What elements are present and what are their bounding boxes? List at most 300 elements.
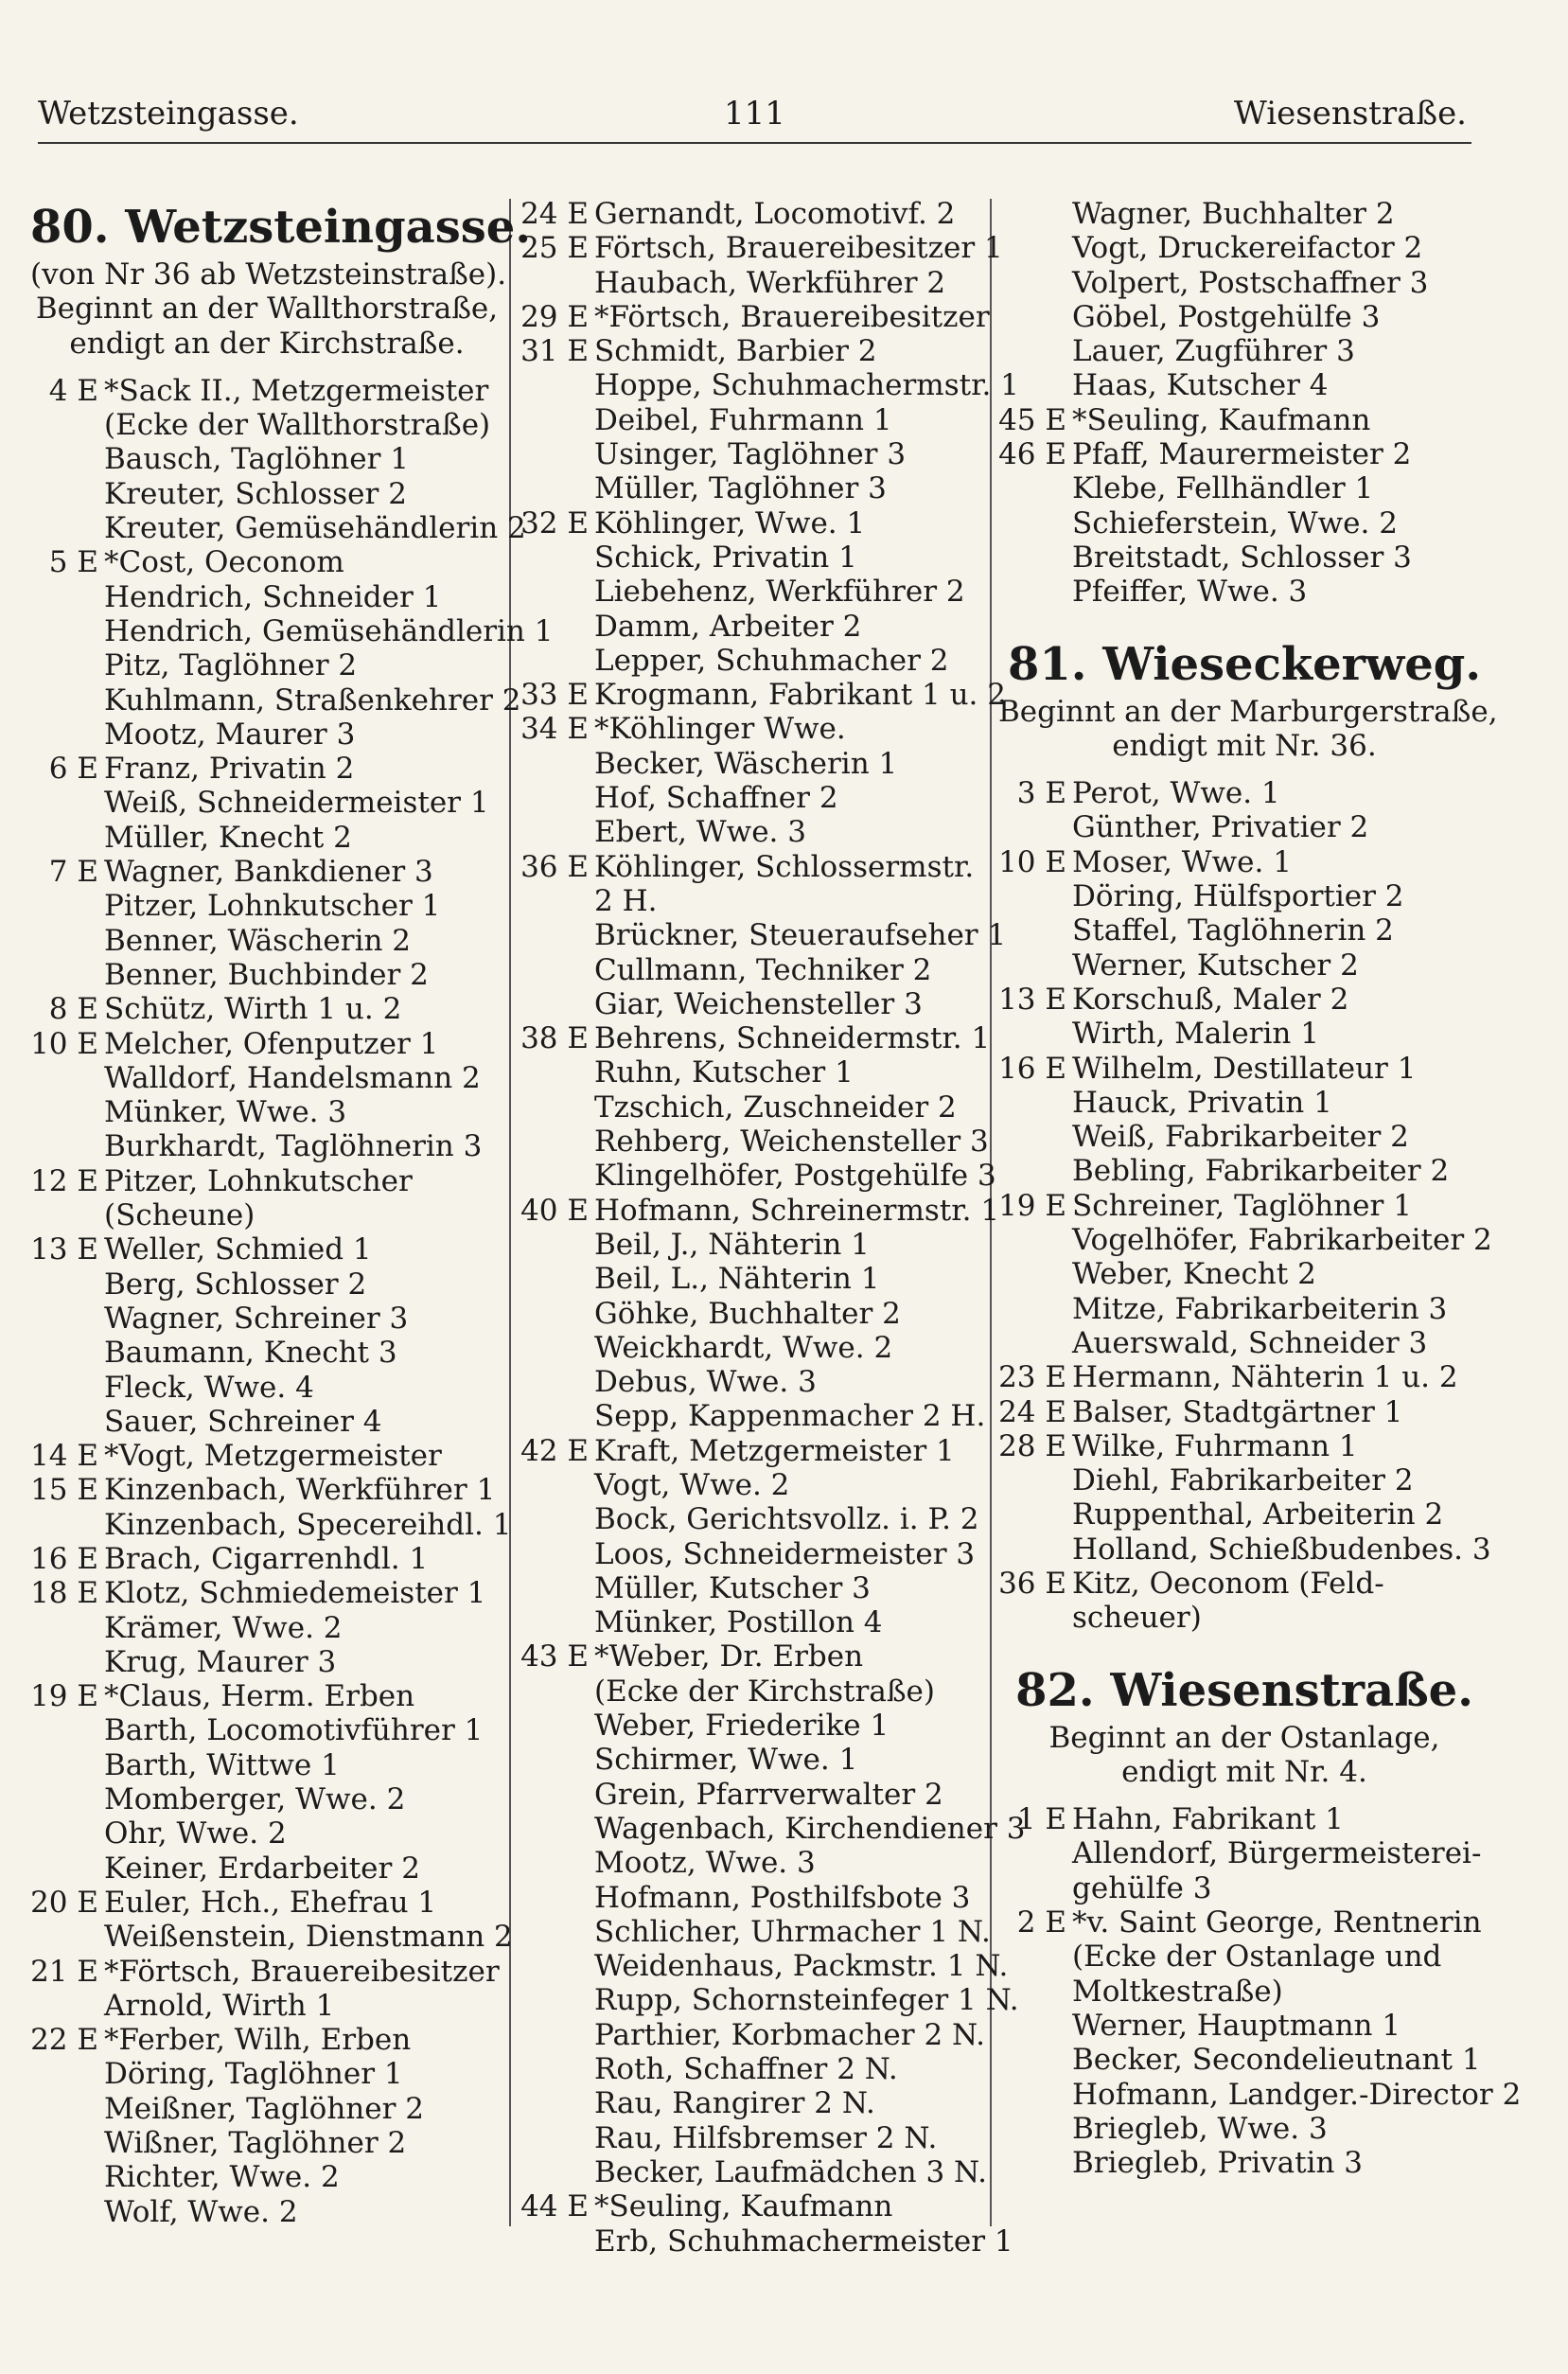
house-number: 12 E [30, 1163, 98, 1198]
list-item [30, 1955, 503, 1989]
list-item [998, 1154, 1490, 1188]
house-number: 23 E [998, 1360, 1066, 1395]
resident-text: Meißner, Taglöhner 2 [104, 2091, 424, 2126]
list-item [30, 613, 554, 648]
resident-text: Berg, Schlosser 2 [104, 1267, 367, 1302]
section-heading-82: 82. Wiesenstraße. [1015, 1663, 1473, 1717]
list-item [30, 2023, 503, 2057]
resident-text: Liebehenz, Werkführer 2 [594, 575, 965, 610]
entry-list [520, 197, 1026, 2259]
list-item [520, 1949, 1009, 1984]
resident-text: Müller, Kutscher 3 [594, 1570, 871, 1605]
list-item [520, 1778, 994, 1812]
resident-text: Bock, Gerichtsvollz. i. P. 2 [594, 1502, 979, 1537]
resident-text: Korschuß, Maler 2 [1072, 982, 1349, 1017]
resident-text: Lepper, Schuhmacher 2 [594, 643, 949, 678]
list-item [520, 1674, 994, 1709]
resident-text: Mitze, Fabrikarbeiterin 3 [1072, 1291, 1448, 1326]
list-item [520, 1055, 994, 1090]
list-item [30, 1542, 503, 1576]
list-item [30, 682, 521, 718]
resident-text: Köhlinger, Wwe. 1 [594, 505, 866, 540]
resident-text: Ohr, Wwe. 2 [104, 1816, 287, 1851]
house-number: 16 E [30, 1541, 98, 1576]
resident-text: scheuer) [1072, 1601, 1202, 1636]
resident-text: Wolf, Wwe. 2 [104, 2194, 298, 2229]
resident-text: Pitzer, Lohnkutscher 1 [104, 889, 441, 924]
list-item [520, 231, 1003, 266]
resident-text: Rau, Hilfsbremser 2 N. [594, 2120, 938, 2155]
resident-text: Wagner, Schreiner 3 [104, 1301, 409, 1336]
house-number: 16 E [998, 1051, 1066, 1086]
house-number: 29 E [520, 299, 589, 334]
resident-text: Diehl, Fabrikarbeiter 2 [1072, 1463, 1414, 1498]
list-item [520, 1468, 994, 1502]
list-item [520, 953, 994, 987]
resident-text: Damm, Arbeiter 2 [594, 609, 862, 644]
list-item [998, 1429, 1490, 1463]
resident-text: Mootz, Wwe. 3 [594, 1846, 816, 1881]
list-item [30, 374, 503, 408]
list-item [30, 1061, 503, 1095]
list-item [30, 1748, 503, 1782]
resident-text: Hofmann, Schreinermstr. 1 [594, 1193, 1000, 1228]
page-number: 111 [724, 95, 785, 133]
list-item [520, 1811, 1026, 1846]
list-item [520, 781, 994, 815]
resident-text: *v. Saint George, Rentnerin [1072, 1905, 1482, 1940]
resident-text: Balser, Stadtgärtner 1 [1072, 1394, 1403, 1429]
resident-text: Keiner, Erdarbeiter 2 [104, 1851, 420, 1886]
house-number: 25 E [520, 231, 589, 266]
resident-text: Göbel, Postgehülfe 3 [1072, 299, 1381, 334]
resident-text: Döring, Hülfsportier 2 [1072, 879, 1404, 914]
resident-text: Fleck, Wwe. 4 [104, 1370, 314, 1405]
list-item [520, 644, 994, 678]
list-item [30, 1920, 513, 1955]
resident-text: Allendorf, Bürgermeisterei- [1072, 1836, 1482, 1871]
list-item [520, 1571, 994, 1605]
resident-text: Werner, Hauptmann 1 [1072, 2008, 1401, 2043]
resident-text: (Ecke der Ostanlage und [1072, 1940, 1442, 1975]
resident-text: *Vogt, Metzgermeister [104, 1439, 442, 1474]
resident-text: gehülfe 3 [1072, 1870, 1212, 1905]
list-item [998, 1463, 1490, 1497]
section-note: endigt mit Nr. 4. [1121, 1754, 1367, 1789]
list-item [998, 1017, 1490, 1051]
list-item [520, 506, 994, 540]
resident-text: Wirth, Malerin 1 [1072, 1017, 1319, 1052]
list-item [30, 1886, 503, 1920]
list-item [998, 1360, 1490, 1394]
list-item [30, 1611, 503, 1645]
list-item [30, 1439, 503, 1473]
list-item [520, 815, 994, 849]
resident-text: Debus, Wwe. 3 [594, 1365, 817, 1400]
resident-text: *Sack II., Metzgermeister [104, 373, 489, 408]
resident-text: Hof, Schaffner 2 [594, 781, 838, 816]
resident-text: Kreuter, Gemüsehändlerin 2 [104, 511, 526, 546]
resident-text: Schick, Privatin 1 [594, 540, 857, 575]
list-item [30, 1232, 503, 1267]
list-item [520, 2223, 1013, 2259]
list-item [998, 2077, 1522, 2112]
list-item [998, 1223, 1490, 1257]
resident-text: *Seuling, Kaufmann [594, 2189, 893, 2224]
list-item [520, 918, 1007, 953]
list-item [520, 197, 994, 231]
list-item [520, 1125, 994, 1159]
resident-text: Kinzenbach, Werkführer 1 [104, 1473, 496, 1508]
resident-text: (Ecke der Wallthorstraße) [104, 408, 491, 443]
list-item [520, 2189, 994, 2223]
resident-text: Klingelhöfer, Postgehülfe 3 [594, 1159, 996, 1194]
resident-text: Beil, J., Nähterin 1 [594, 1227, 870, 1262]
resident-text: Moser, Wwe. 1 [1072, 844, 1292, 879]
resident-text: Kinzenbach, Specereihdl. 1 [104, 1507, 512, 1542]
resident-text: Förtsch, Brauereibesitzer 1 [594, 231, 1003, 266]
resident-text: Cullmann, Techniker 2 [594, 952, 932, 987]
list-item [520, 2018, 994, 2052]
list-item [520, 1605, 994, 1639]
resident-text: Hofmann, Landger.-Director 2 [1072, 2077, 1522, 2112]
resident-text: Briegleb, Wwe. 3 [1072, 2111, 1328, 2146]
list-item [30, 1713, 503, 1747]
resident-text: Pfaff, Maurermeister 2 [1072, 437, 1412, 472]
list-item [30, 2195, 503, 2229]
list-item [520, 884, 994, 918]
list-item [998, 506, 1490, 540]
list-item [30, 992, 503, 1026]
entry-list [30, 373, 554, 2229]
list-item [30, 1267, 503, 1302]
list-item [520, 1709, 994, 1743]
list-item [998, 1601, 1490, 1635]
house-number: 3 E [1016, 776, 1066, 811]
list-item [30, 1198, 503, 1232]
list-item [30, 821, 503, 855]
list-item [998, 1086, 1490, 1120]
list-item [520, 850, 994, 884]
list-item [998, 575, 1490, 609]
list-item [30, 786, 503, 820]
resident-text: Franz, Privatin 2 [104, 752, 355, 787]
resident-text: Richter, Wwe. 2 [104, 2160, 340, 2195]
resident-text: Hahn, Fabrikant 1 [1072, 1802, 1344, 1837]
entry-list [998, 776, 1490, 1635]
list-item [998, 1497, 1490, 1532]
resident-text: Mootz, Maurer 3 [104, 717, 356, 752]
list-item [998, 334, 1490, 368]
resident-text: Kreuter, Schlosser 2 [104, 476, 407, 511]
list-item [520, 334, 994, 368]
list-item [998, 1292, 1490, 1326]
resident-text: Weickhardt, Wwe. 2 [594, 1330, 893, 1365]
header-rule [38, 142, 1471, 144]
house-number: 18 E [30, 1576, 98, 1611]
list-item [998, 2043, 1490, 2077]
house-number: 34 E [520, 712, 589, 747]
resident-text: Barth, Wittwe 1 [104, 1747, 340, 1782]
resident-text: Becker, Laufmädchen 3 N. [594, 2154, 988, 2189]
house-number: 7 E [48, 855, 98, 890]
list-item [520, 2052, 994, 2086]
resident-text: Kraft, Metzgermeister 1 [594, 1433, 955, 1468]
house-number: 10 E [998, 844, 1066, 879]
list-item [30, 2092, 503, 2126]
resident-text: Wilhelm, Destillateur 1 [1072, 1051, 1417, 1086]
resident-text: Weiß, Schneidermeister 1 [104, 786, 489, 821]
resident-text: Schlicher, Uhrmacher 1 N. [594, 1914, 991, 1949]
resident-text: Weller, Schmied 1 [104, 1232, 372, 1267]
resident-text: Benner, Buchbinder 2 [104, 957, 429, 992]
list-item [998, 1395, 1490, 1429]
list-item [998, 403, 1490, 437]
resident-text: *Cost, Oeconom [104, 545, 344, 580]
resident-text: Sauer, Schreiner 4 [104, 1404, 382, 1439]
list-item [520, 1399, 994, 1433]
resident-text: Wißner, Taglöhner 2 [104, 2126, 407, 2161]
list-item [998, 913, 1490, 948]
house-number: 31 E [520, 334, 589, 369]
resident-text: Hoppe, Schuhmachermstr. 1 [594, 368, 1019, 403]
list-item [30, 1473, 503, 1507]
list-item [520, 987, 994, 1021]
section-note: Beginnt an der Wallthorstraße, [35, 292, 499, 327]
list-item [998, 197, 1490, 231]
list-item [30, 855, 503, 889]
list-item [520, 1881, 994, 1915]
resident-text: Pfeiffer, Wwe. 3 [1072, 575, 1308, 610]
house-number: 4 E [48, 373, 98, 408]
list-item [998, 1567, 1490, 1601]
list-item [30, 1027, 503, 1061]
list-item [520, 1434, 994, 1468]
house-number: 20 E [30, 1885, 98, 1920]
house-number: 36 E [998, 1566, 1066, 1601]
list-item [520, 712, 994, 746]
list-item [30, 1371, 503, 1405]
list-item [30, 752, 503, 786]
list-item [998, 845, 1490, 879]
resident-text: Weiß, Fabrikarbeiter 2 [1072, 1120, 1409, 1155]
list-item [30, 408, 503, 442]
page-header [38, 95, 1467, 140]
resident-text: Hauck, Privatin 1 [1072, 1085, 1332, 1120]
resident-text: Burkhardt, Taglöhnerin 3 [104, 1129, 483, 1164]
resident-text: Wagner, Bankdiener 3 [104, 855, 433, 890]
house-number: 33 E [520, 678, 589, 713]
list-item [998, 948, 1490, 983]
list-item [30, 1302, 503, 1336]
list-item [30, 1782, 503, 1816]
resident-text: Vogelhöfer, Fabrikarbeiter 2 [1072, 1223, 1492, 1258]
list-item [520, 1193, 1000, 1228]
list-item [998, 1905, 1490, 1940]
resident-text: Deibel, Fuhrmann 1 [594, 402, 892, 437]
list-item [30, 1405, 503, 1439]
resident-text: Klebe, Fellhändler 1 [1072, 471, 1374, 506]
house-number: 10 E [30, 1026, 98, 1061]
resident-text: 2 H. [594, 883, 658, 918]
list-item [520, 403, 994, 437]
list-item [520, 2155, 994, 2189]
list-item [30, 2160, 503, 2194]
list-item [520, 1846, 994, 1880]
list-item [30, 1507, 512, 1542]
resident-text: Wagenbach, Kirchendiener 3 [594, 1811, 1026, 1846]
list-item [998, 437, 1490, 471]
list-item [998, 300, 1490, 334]
list-item [520, 1502, 994, 1536]
resident-text: Barth, Locomotivführer 1 [104, 1713, 484, 1748]
list-item [30, 889, 503, 923]
resident-text: Rehberg, Weichensteller 3 [594, 1125, 989, 1160]
house-number: 36 E [520, 849, 589, 884]
section-heading-80: 80. Wetzsteingasse. [30, 201, 532, 254]
resident-text: Auerswald, Schneider 3 [1072, 1325, 1428, 1360]
list-item [30, 580, 503, 614]
list-item [998, 1975, 1490, 2009]
running-head-left: Wetzsteingasse. [38, 95, 299, 133]
house-number: 38 E [520, 1021, 589, 1056]
list-item [998, 231, 1490, 265]
resident-text: *Ferber, Wilh, Erben [104, 2023, 412, 2058]
resident-text: Haas, Kutscher 4 [1072, 368, 1329, 403]
house-number: 32 E [520, 505, 589, 540]
house-number: 19 E [998, 1188, 1066, 1223]
resident-text: Köhlinger, Schlossermstr. [594, 849, 975, 884]
list-item [998, 1326, 1490, 1360]
resident-text: *Seuling, Kaufmann [1072, 402, 1371, 437]
resident-text: Krug, Maurer 3 [104, 1644, 337, 1679]
list-item [520, 540, 994, 575]
list-item [520, 1537, 994, 1571]
house-number: 28 E [998, 1428, 1066, 1463]
section-note: endigt an der Kirchstraße. [69, 326, 465, 361]
resident-text: Göhke, Buchhalter 2 [594, 1296, 901, 1331]
running-head-right: Wiesenstraße. [1233, 95, 1467, 133]
resident-text: Volpert, Postschaffner 3 [1072, 265, 1429, 300]
resident-text: Becker, Secondelieutnant 1 [1072, 2043, 1481, 2078]
resident-text: Wagner, Buchhalter 2 [1072, 197, 1395, 231]
column-1 [30, 197, 554, 2229]
house-number: 8 E [48, 992, 98, 1027]
resident-text: Werner, Kutscher 2 [1072, 948, 1359, 983]
resident-text: Hermann, Nähterin 1 u. 2 [1072, 1360, 1458, 1395]
list-item [30, 1129, 503, 1163]
resident-text: (Ecke der Kirchstraße) [594, 1674, 935, 1709]
list-item [520, 1297, 994, 1331]
list-item [30, 442, 503, 476]
resident-text: *Förtsch, Brauereibesitzer [594, 299, 990, 334]
resident-text: Hofmann, Posthilfsbote 3 [594, 1880, 971, 1915]
resident-text: Brach, Cigarrenhdl. 1 [104, 1541, 429, 1576]
resident-text: Hendrich, Gemüsehändlerin 1 [104, 613, 554, 648]
house-number: 45 E [998, 402, 1066, 437]
list-item [520, 747, 994, 781]
list-item [998, 1120, 1490, 1154]
resident-text: Brückner, Steueraufseher 1 [594, 918, 1007, 953]
house-number: 2 E [1016, 1905, 1066, 1940]
list-item [998, 1189, 1490, 1223]
resident-text: Schirmer, Wwe. 1 [594, 1743, 858, 1778]
resident-text: Briegleb, Privatin 3 [1072, 2146, 1364, 2181]
list-item [520, 1331, 994, 1365]
list-item [520, 368, 1019, 403]
resident-text: Schieferstein, Wwe. 2 [1072, 505, 1398, 540]
resident-text: Baumann, Knecht 3 [104, 1336, 397, 1371]
list-item [30, 1336, 503, 1370]
house-number: 5 E [48, 545, 98, 580]
resident-text: Staffel, Taglöhnerin 2 [1072, 913, 1394, 948]
list-item [520, 2121, 994, 2155]
list-item [520, 1639, 994, 1674]
resident-text: Weber, Friederike 1 [594, 1709, 890, 1744]
section-note: Beginnt an der Ostanlage, [1048, 1720, 1440, 1755]
resident-text: Rau, Rangirer 2 N. [594, 2086, 875, 2121]
resident-text: Krogmann, Fabrikant 1 u. 2 [594, 678, 1006, 713]
list-item [520, 437, 994, 471]
house-number: 15 E [30, 1473, 98, 1508]
resident-text: Krämer, Wwe. 2 [104, 1610, 343, 1645]
resident-text: Roth, Schaffner 2 N. [594, 2052, 898, 2087]
list-item [30, 1576, 503, 1610]
resident-text: Gernandt, Locomotivf. 2 [594, 197, 956, 231]
resident-text: Melcher, Ofenputzer 1 [104, 1026, 439, 1061]
list-item [520, 1743, 994, 1777]
resident-text: *Förtsch, Brauereibesitzer [104, 1954, 500, 1989]
resident-text: *Köhlinger Wwe. [594, 712, 846, 747]
resident-text: Weber, Knecht 2 [1072, 1257, 1316, 1292]
entry-list [998, 197, 1490, 610]
list-item [520, 1228, 994, 1262]
list-item [998, 2009, 1490, 2043]
resident-text: Günther, Privatier 2 [1072, 810, 1369, 845]
list-item [520, 1021, 994, 1055]
house-number: 14 E [30, 1439, 98, 1474]
resident-text: Wilke, Fuhrmann 1 [1072, 1428, 1358, 1463]
resident-text: Arnold, Wirth 1 [104, 1988, 335, 2023]
resident-text: Giar, Weichensteller 3 [594, 986, 923, 1021]
list-item [998, 1836, 1490, 1870]
list-item [30, 2057, 503, 2091]
list-item [520, 610, 994, 644]
resident-text: Kuhlmann, Straßenkehrer 2 [104, 682, 521, 718]
section-note: (von Nr 36 ab Wetzsteinstraße). [30, 257, 507, 292]
resident-text: Schreiner, Taglöhner 1 [1072, 1188, 1412, 1223]
resident-text: Parthier, Korbmacher 2 N. [594, 2017, 986, 2052]
resident-text: Breitstadt, Schlosser 3 [1072, 540, 1412, 575]
list-item [998, 810, 1490, 844]
resident-text: Walldorf, Handelsmann 2 [104, 1060, 481, 1095]
resident-text: Loos, Schneidermeister 3 [594, 1536, 976, 1571]
list-item [30, 1989, 503, 2023]
resident-text: Usinger, Taglöhner 3 [594, 437, 907, 472]
list-item [30, 1851, 503, 1886]
house-number: 6 E [48, 752, 98, 787]
house-number: 42 E [520, 1433, 589, 1468]
house-number: 21 E [30, 1954, 98, 1989]
resident-text: Behrens, Schneidermstr. 1 [594, 1021, 991, 1056]
list-item [998, 776, 1490, 810]
resident-text: Schmidt, Barbier 2 [594, 334, 877, 369]
resident-text: Perot, Wwe. 1 [1072, 776, 1280, 811]
list-item [998, 1802, 1490, 1836]
resident-text: *Claus, Herm. Erben [104, 1679, 415, 1714]
resident-text: Tzschich, Zuschneider 2 [594, 1090, 957, 1125]
house-number: 24 E [520, 197, 589, 231]
